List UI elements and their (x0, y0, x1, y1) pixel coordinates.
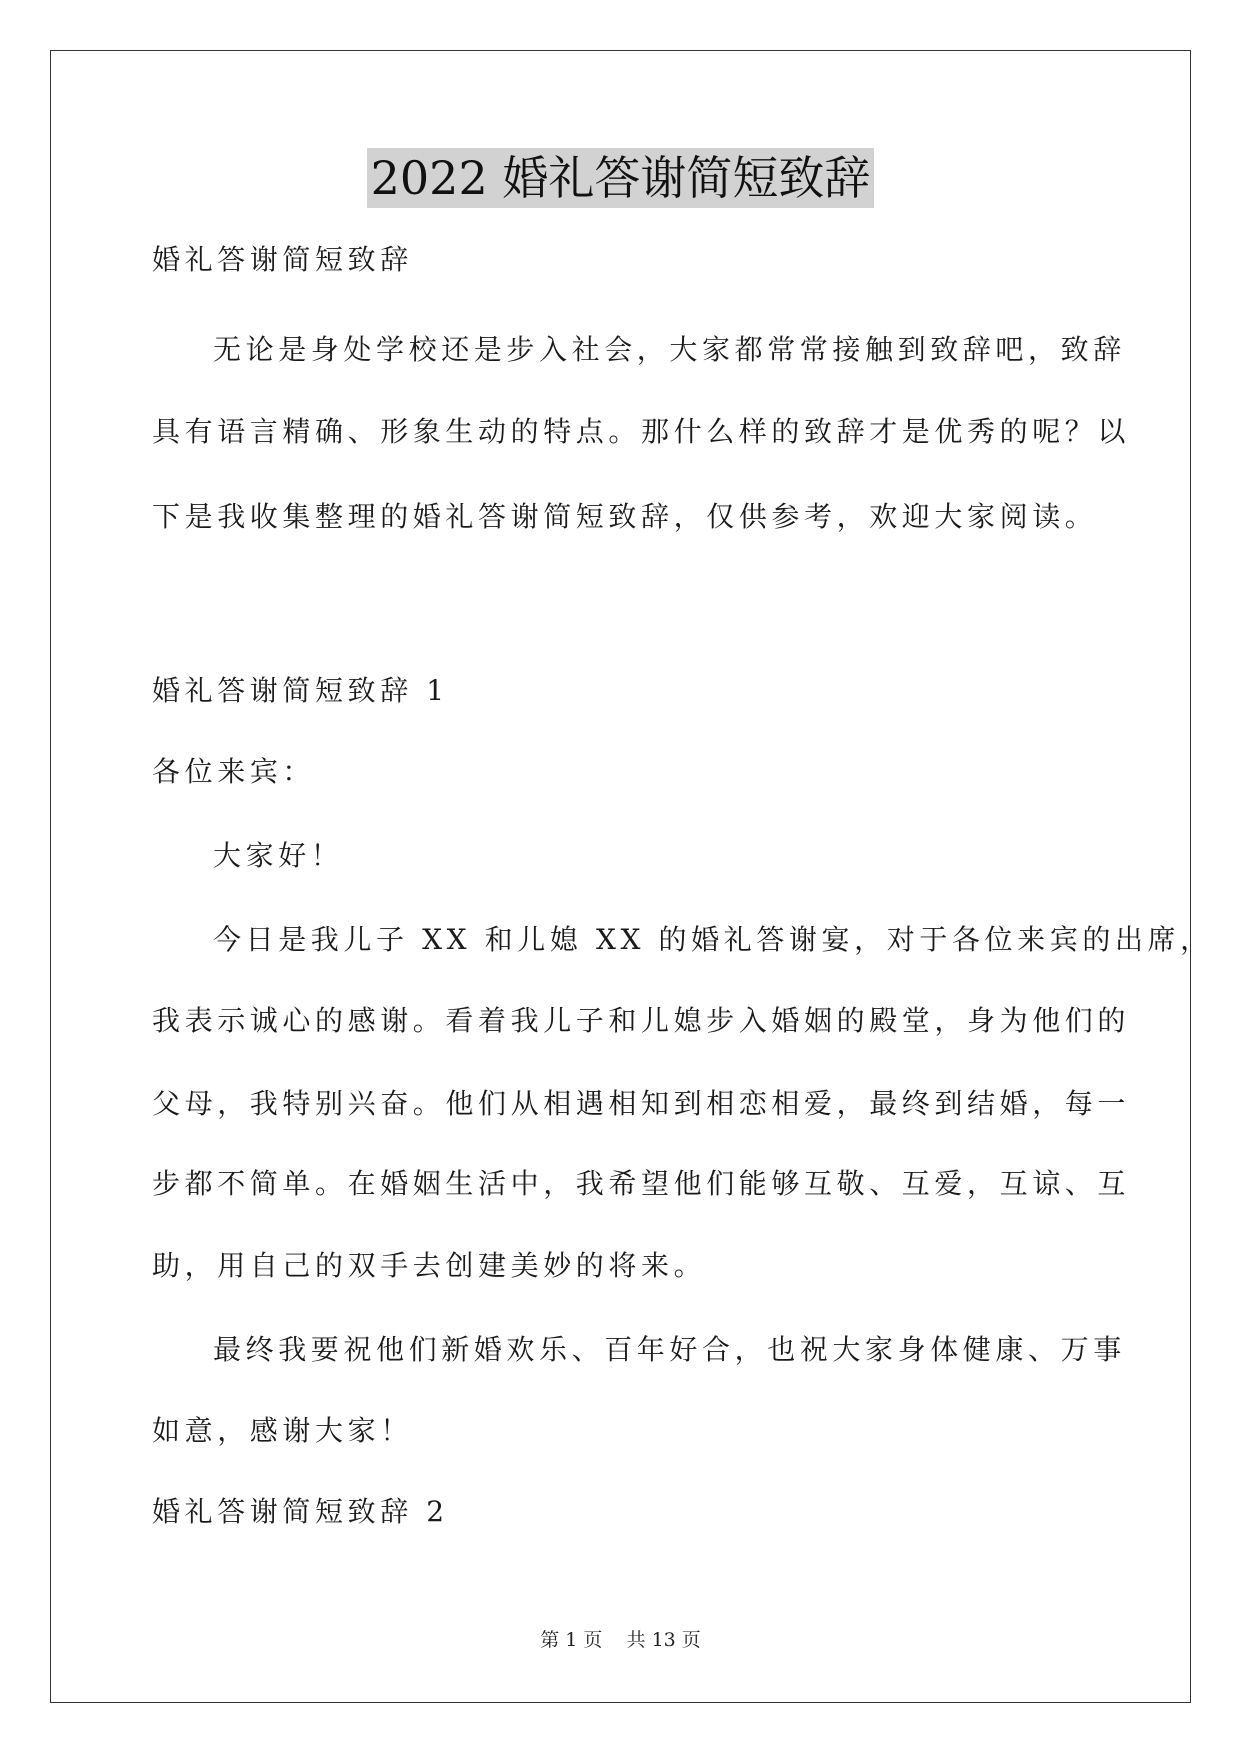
paragraph-line: 具有语言精确、形象生动的特点。那什么样的致辞才是优秀的呢？以 (152, 415, 1131, 448)
paragraph-line: 助，用自己的双手去创建美妙的将来。 (152, 1249, 707, 1282)
paragraph-line: 下是我收集整理的婚礼答谢简短致辞，仅供参考，欢迎大家阅读。 (152, 500, 1098, 533)
page-total: 共 13 页 (626, 1629, 701, 1651)
page-number: 第 1 页 (540, 1629, 603, 1651)
paragraph-line: 步都不简单。在婚姻生活中，我希望他们能够互敬、互爱，互谅、互 (152, 1167, 1131, 1200)
paragraph-line: 无论是身处学校还是步入社会，大家都常常接触到致辞吧，致辞 (213, 333, 1126, 366)
salutation: 各位来宾： (152, 755, 316, 788)
paragraph-line: 今日是我儿子 XX 和儿媳 XX 的婚礼答谢宴，对于各位来宾的出席， (213, 923, 1213, 956)
section-heading-2: 婚礼答谢简短致辞 2 (152, 1495, 449, 1528)
title-container (0, 148, 1241, 208)
greeting: 大家好！ (213, 839, 344, 872)
paragraph-line: 我表示诚心的感谢。看着我儿子和儿媳步入婚姻的殿堂，身为他们的 (152, 1004, 1131, 1037)
document-title: 2022 婚礼答谢简短致辞 (367, 148, 875, 208)
page-footer (0, 1628, 1241, 1652)
paragraph-line: 如意，感谢大家！ (152, 1414, 413, 1447)
section-heading-intro: 婚礼答谢简短致辞 (152, 243, 413, 276)
paragraph-line: 最终我要祝他们新婚欢乐、百年好合，也祝大家身体健康、万事 (213, 1333, 1126, 1366)
page-border (50, 50, 1213, 1703)
paragraph-line: 父母，我特别兴奋。他们从相遇相知到相恋相爱，最终到结婚，每一 (152, 1087, 1131, 1120)
section-heading-1: 婚礼答谢简短致辞 1 (152, 674, 449, 707)
